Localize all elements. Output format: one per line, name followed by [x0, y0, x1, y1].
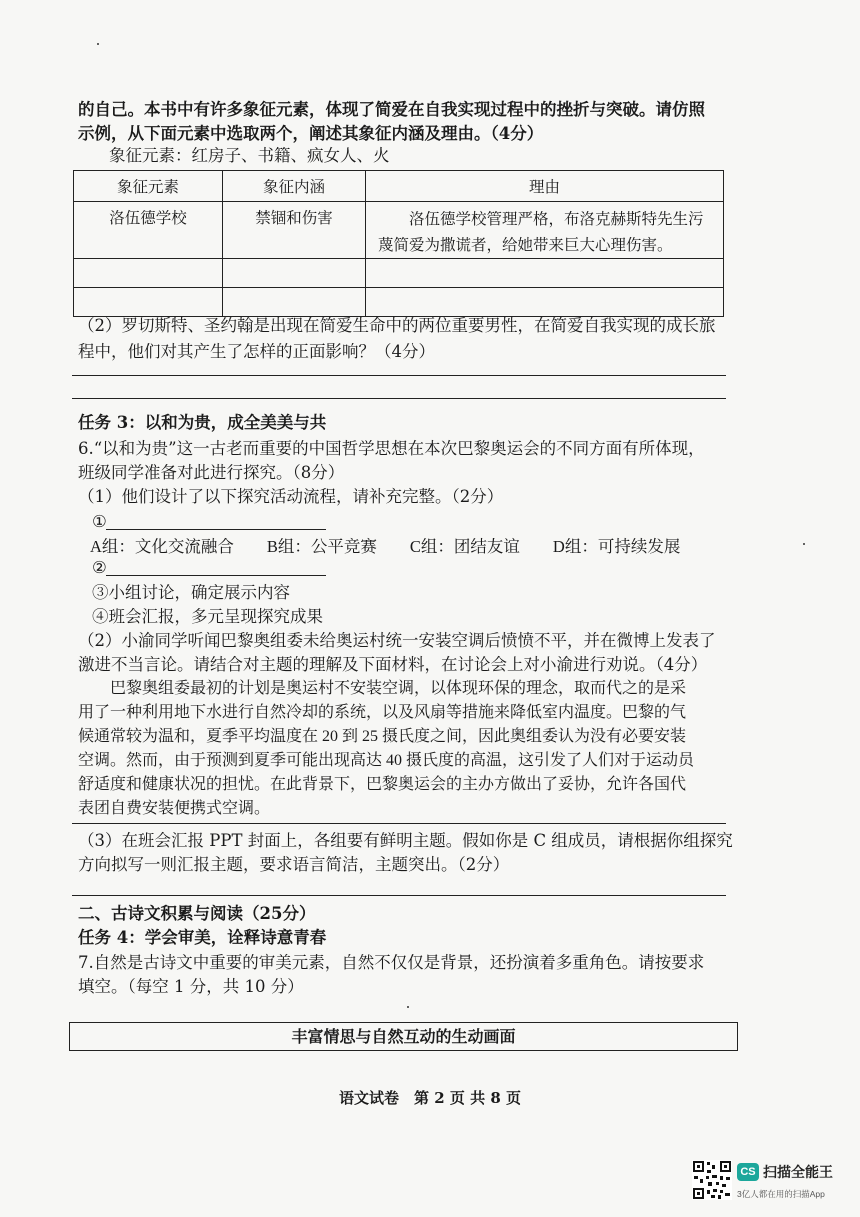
q6-2-line-1: （2）小渝同学听闻巴黎奥组委未给奥运村统一安装空调后愤愤不平，并在微博上发表了	[78, 631, 716, 650]
example-meaning: 禁锢和伤害	[223, 202, 366, 259]
answer-cell[interactable]	[223, 288, 366, 317]
symbol-table	[73, 170, 724, 317]
theme-box-title: 丰富情思与自然互动的生动画面	[69, 1022, 738, 1051]
q6-3-line-1: （3）在班会汇报 PPT 封面上，各组要有鲜明主题。假如你是 C 组成员，请根据你组探究	[78, 831, 733, 850]
q6-line-2: 班级同学准备对此进行探究。（8分）	[78, 463, 345, 482]
q7-line-2: 填空。（每空 1 分，共 10 分）	[78, 977, 304, 996]
answer-cell[interactable]	[74, 288, 223, 317]
step-2-blank[interactable]	[106, 575, 326, 576]
answer-line[interactable]	[72, 375, 726, 376]
step-1-blank[interactable]	[106, 529, 326, 530]
scan-speck	[803, 543, 805, 545]
q6-3-line-2: 方向拟写一则汇报主题，要求语言简洁，主题突出。（2分）	[78, 855, 510, 874]
step-2-label: ②	[92, 558, 107, 577]
q6-1-prompt: （1）他们设计了以下探究活动流程，请补充完整。（2分）	[78, 487, 504, 506]
scan-speck	[97, 43, 99, 45]
header-meaning: 象征内涵	[223, 171, 366, 202]
example-reason: 洛伍德学校管理严格，布洛克赫斯特先生污蔑简爱为撒谎者，给她带来巨大心理伤害。	[378, 210, 704, 254]
answer-line[interactable]	[72, 398, 726, 399]
material-line: 表团自费安装便携式空调。	[78, 800, 271, 817]
qr-code-icon	[692, 1160, 732, 1200]
camscanner-logo: CS	[737, 1163, 759, 1181]
intro-line-2: 示例，从下面元素中选取两个，阐述其象征内涵及理由。（4分）	[78, 124, 544, 143]
step-1-label: ①	[92, 512, 107, 531]
header-reason: 理由	[366, 171, 724, 202]
example-reason-cell	[366, 202, 724, 259]
answer-cell[interactable]	[366, 259, 724, 288]
q5-2-line-2: 程中，他们对其产生了怎样的正面影响？（4分）	[78, 342, 435, 361]
q6-line-1: 6.“以和为贵”这一古老而重要的中国哲学思想在本次巴黎奥运会的不同方面有所体现，	[78, 439, 705, 458]
page-footer: 语文试卷 第 2 页 共 8 页	[339, 1089, 521, 1107]
material-line: 用了一种利用地下水进行自然冷却的系统，以及风扇等措施来降低室内温度。巴黎的气	[78, 704, 687, 721]
q5-2-line-1: （2）罗切斯特、圣约翰是出现在简爱生命中的两位重要男性，在简爱自我实现的成长旅	[78, 316, 716, 335]
answer-cell[interactable]	[223, 259, 366, 288]
material-line: 空调。然而，由于预测到夏季可能出现高达 40 摄氏度的高温，这引发了人们对于运动员	[78, 752, 695, 769]
step-3: ③小组讨论，确定展示内容	[92, 583, 290, 602]
header-element: 象征元素	[74, 171, 223, 202]
task3-title: 任务 3：以和为贵，成全美美与共	[78, 413, 327, 432]
answer-cell[interactable]	[74, 259, 223, 288]
q7-line-1: 7.自然是古诗文中重要的审美元素，自然不仅仅是背景，还扮演着多重角色。请按要求	[78, 953, 705, 972]
answer-line[interactable]	[72, 823, 726, 824]
step-4: ④班会汇报，多元呈现探究成果	[92, 607, 323, 626]
answer-cell[interactable]	[366, 288, 724, 317]
scan-speck	[407, 1006, 409, 1008]
answer-line[interactable]	[72, 895, 726, 896]
material-line: 候通常较为温和，夏季平均温度在 20 到 25 摄氏度之间，因此奥组委认为没有必要安装	[78, 728, 687, 745]
example-element: 洛伍德学校	[74, 202, 223, 259]
q6-2-line-2: 激进不当言论。请结合对主题的理解及下面材料，在讨论会上对小渝进行劝说。（4分）	[78, 655, 708, 674]
groups-list: A组：文化交流融合 B组：公平竞赛 C组：团结友谊 D组：可持续发展	[90, 537, 681, 556]
section2-title: 二、古诗文积累与阅读（25分）	[78, 904, 316, 923]
material-line: 舒适度和健康状况的担忧。在此背景下，巴黎奥运会的主办方做出了妥协，允许各国代	[78, 776, 687, 793]
camscanner-tagline: 3亿人都在用的扫描App	[737, 1189, 825, 1199]
intro-line-1: 的自己。本书中有许多象征元素，体现了简爱在自我实现过程中的挫折与突破。请仿照	[78, 100, 705, 119]
camscanner-name: 扫描全能王	[763, 1164, 833, 1180]
symbol-elements-list: 象征元素：红房子、书籍、疯女人、火	[109, 146, 390, 165]
task4-title: 任务 4：学会审美，诠释诗意青春	[78, 928, 327, 947]
material-line: 巴黎奥组委最初的计划是奥运村不安装空调，以体现环保的理念，取而代之的是采	[78, 680, 687, 697]
